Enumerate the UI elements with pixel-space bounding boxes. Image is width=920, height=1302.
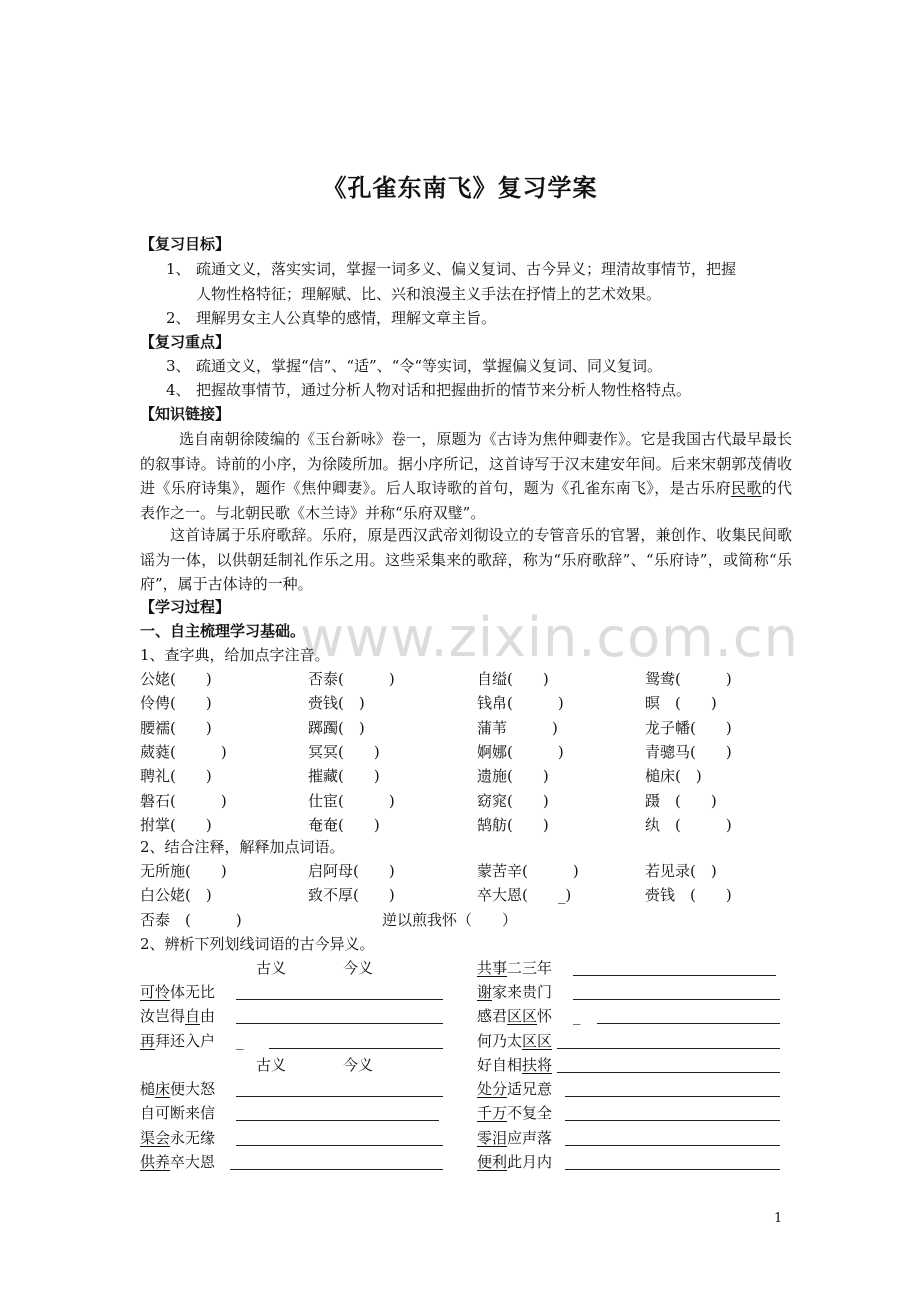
pinyin-item: 冥冥( ): [308, 742, 380, 761]
answer-line[interactable]: [236, 1096, 443, 1097]
word-right: 何乃太区区: [477, 1032, 553, 1050]
pinyin-item: 聘礼( ): [140, 767, 212, 786]
explain-item: 启阿母( ): [308, 862, 395, 880]
answer-line[interactable]: [573, 999, 780, 1000]
pinyin-item: 否泰( ): [308, 670, 395, 688]
word-right: 感君区区怀: [477, 1007, 553, 1025]
pinyin-item: 伶俜( ): [140, 694, 212, 713]
goal-1-line1: 疏通文义，落实实词，掌握一词多义、偏义复词、古今异义；理清故事情节，把握: [196, 260, 737, 278]
pinyin-item: 摧藏( ): [308, 767, 380, 786]
pinyin-item: 葳蕤( ): [140, 742, 227, 761]
word-left: 自可断来信: [140, 1104, 216, 1122]
answer-line[interactable]: [565, 1169, 780, 1170]
word-right: 便利此月内: [477, 1153, 553, 1171]
word-right: 零泪应声落: [477, 1129, 553, 1147]
blank-mark: _: [573, 1007, 581, 1025]
word-left: 槌床便大怒: [140, 1080, 216, 1098]
explain-item: 蒙苦辛( ): [477, 862, 579, 880]
answer-line[interactable]: [557, 1048, 780, 1049]
word-right: 谢家来贵门: [477, 983, 553, 1001]
pinyin-item: 鹄舫( ): [477, 815, 549, 834]
underlined-word: 民歌: [730, 479, 762, 497]
pinyin-item: 纨 ( ): [645, 815, 732, 834]
knowledge-paragraph-1: 选自南朝徐陵编的《玉台新咏》卷一，原题为《古诗为焦仲卿妻作》。它是我国古代最早最长的叙事诗。诗前的小序，为徐陵所加。据小序所记，这首诗写于汉末建安年间。后来宋朝郭茂倩收进《乐府诗集》，题作《焦仲卿妻》。后人取诗歌的首句，题为《孔雀东南飞》，是古乐府民歌的代表作之一。与北朝民歌《木兰诗》并称“乐府双璧”。: [140, 430, 792, 522]
goal-2-num: 2、: [166, 309, 191, 327]
pinyin-item: 赍钱( ): [308, 694, 365, 713]
answer-line[interactable]: [269, 1048, 443, 1049]
explain-item: 赍钱 ( ): [645, 886, 732, 905]
explain-item: 若见录( ): [645, 862, 717, 880]
pinyin-item: 奄奄( ): [308, 815, 380, 834]
col-modern: 今义: [343, 959, 374, 977]
answer-line[interactable]: [565, 1120, 780, 1121]
pinyin-item: 自缢( ): [477, 670, 549, 688]
section-goals: 【复习目标】: [140, 235, 231, 253]
word-left: 再拜还入户: [140, 1032, 216, 1050]
explain-item: 无所施( ): [140, 862, 227, 880]
word-right: 好自相扶将: [477, 1056, 553, 1074]
question-3: 2、辨析下列划线词语的古今异义。: [140, 935, 375, 953]
pinyin-item: 青骢马( ): [645, 742, 732, 761]
word-left: 供养卒大恩: [140, 1153, 216, 1171]
word-left: 渠会永无缘: [140, 1129, 216, 1147]
col-modern: 今义: [343, 1056, 374, 1074]
explain-item: 否泰 ( ): [140, 911, 242, 929]
pinyin-item: 磐石( ): [140, 791, 227, 810]
answer-line[interactable]: [565, 1145, 780, 1146]
key-4-text: 把握故事情节，通过分析人物对话和把握曲折的情节来分析人物性格特点。: [196, 381, 692, 399]
pinyin-item: 鸳鸯( ): [645, 670, 732, 688]
word-left: 汝岂得自由: [140, 1007, 216, 1025]
explain-item: 致不厚( ): [308, 886, 395, 905]
col-ancient: 古义: [256, 1056, 287, 1074]
section-key-points: 【复习重点】: [140, 333, 231, 351]
key-3-text: 疏通文义，掌握“信”、“适”、“令“等实词，掌握偏义复词、同义复词。: [196, 357, 663, 375]
answer-line[interactable]: [236, 1145, 443, 1146]
pinyin-item: 蹑 ( ): [645, 791, 717, 810]
key-3-num: 3、: [166, 357, 191, 375]
goal-1-num: 1、: [166, 260, 191, 278]
goal-2-text: 理解男女主人公真挚的感情，理解文章主旨。: [196, 309, 497, 327]
watermark: www.zixin.com.cn: [300, 606, 799, 669]
pinyin-item: 蒲苇 ): [477, 718, 558, 737]
col-ancient: 古义: [256, 959, 287, 977]
answer-line[interactable]: [597, 1023, 780, 1024]
word-right: 千万不复全: [477, 1104, 553, 1122]
pinyin-item: 窈窕( ): [477, 791, 549, 810]
question-2: 2、结合注释，解释加点词语。: [140, 838, 345, 856]
answer-line[interactable]: [236, 1023, 443, 1024]
pinyin-item: 腰襦( ): [140, 718, 212, 737]
pinyin-item: 暝 ( ): [645, 694, 717, 713]
pinyin-item: 公姥( ): [140, 670, 212, 688]
pinyin-item: 婀娜( ): [477, 742, 564, 761]
pinyin-item: 踯躅( ): [308, 718, 365, 737]
pinyin-item: 龙子幡( ): [645, 718, 732, 737]
section-knowledge: 【知识链接】: [140, 405, 231, 423]
word-left: 可怜体无比: [140, 983, 216, 1001]
page-title: 《孔雀东南飞》复习学案: [322, 174, 598, 202]
section-process: 【学习过程】: [140, 598, 231, 616]
answer-line[interactable]: [565, 1096, 780, 1097]
answer-line[interactable]: [236, 999, 443, 1000]
word-right: 处分适兄意: [477, 1080, 553, 1098]
pinyin-item: 遗施( ): [477, 767, 549, 786]
blank-mark: _: [236, 1032, 244, 1050]
answer-line[interactable]: [557, 1072, 780, 1073]
goal-1-line2: 人物性格特征；理解赋、比、兴和浪漫主义手法在抒情上的艺术效果。: [196, 285, 662, 303]
pinyin-item: 拊掌( ): [140, 815, 212, 834]
pinyin-item: 槌床( ): [645, 767, 702, 786]
knowledge-paragraph-2: 这首诗属于乐府歌辞。乐府，原是西汉武帝刘彻设立的专管音乐的官署，兼创作、收集民间歌谣为一体，以供朝廷制礼作乐之用。这些采集来的歌辞，称为“乐府歌辞”、“乐府诗”，或简称“乐府”，属于古体诗的一种。: [140, 526, 792, 593]
answer-line[interactable]: [573, 975, 776, 976]
explain-item: 卒大恩( _): [477, 886, 572, 905]
word-right: 共事二三年: [477, 959, 553, 977]
page-number: 1: [774, 1211, 783, 1226]
explain-item: 逆以煎我怀（ ）: [382, 911, 518, 929]
explain-item: 白公姥( ): [140, 886, 212, 905]
part1-heading: 一、自主梳理学习基础。: [140, 622, 306, 640]
answer-line[interactable]: [230, 1169, 443, 1170]
pinyin-item: 钱帛( ): [477, 694, 564, 713]
key-4-num: 4、: [166, 381, 191, 399]
answer-line[interactable]: [236, 1120, 439, 1121]
question-1: 1、查字典，给加点字注音。: [140, 646, 330, 664]
pinyin-item: 仕宦( ): [308, 791, 395, 810]
